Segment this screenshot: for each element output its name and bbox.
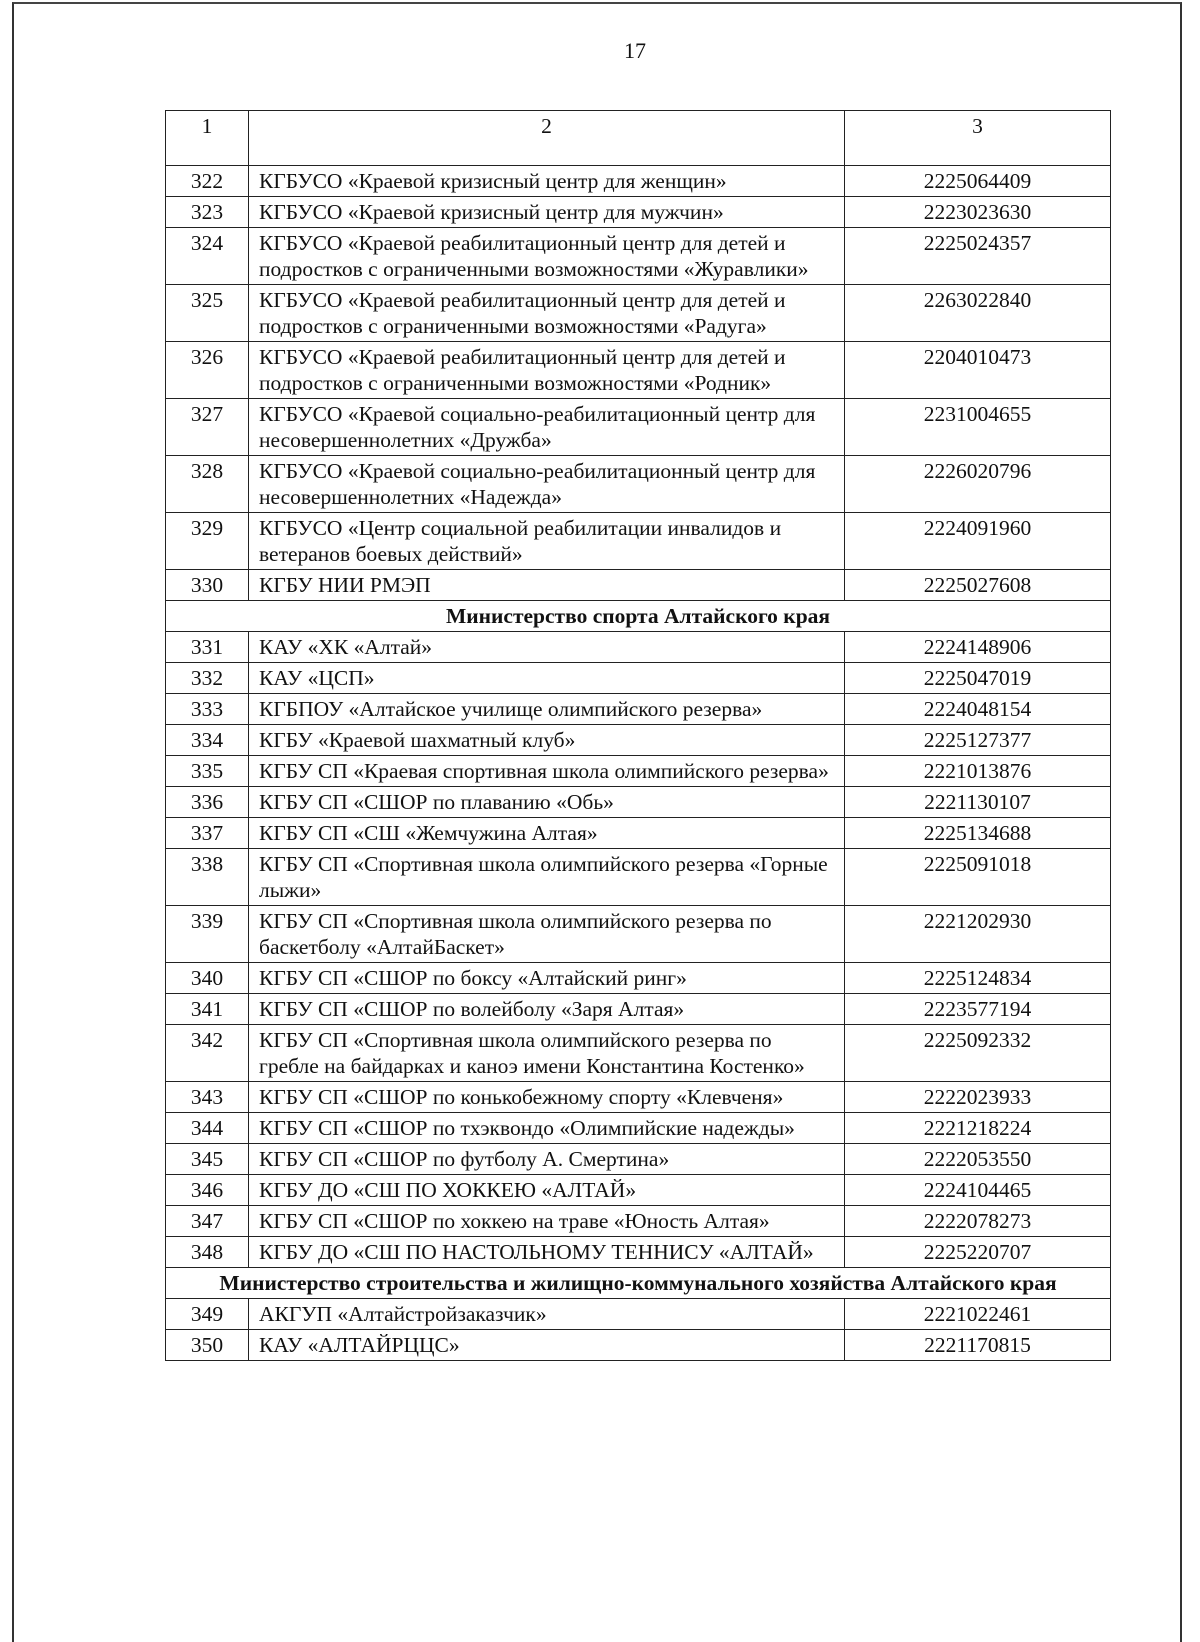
row-number: 339 [166,906,249,963]
table-row [166,663,1111,694]
organization-name: КГБУ ДО «СШ ПО ХОККЕЮ «АЛТАЙ» [249,1175,845,1206]
table-row [166,197,1111,228]
row-number: 347 [166,1206,249,1237]
row-number: 338 [166,849,249,906]
inn-value: 2225134688 [845,818,1111,849]
inn-value: 2221202930 [845,906,1111,963]
inn-value: 2221013876 [845,756,1111,787]
organization-name: КГБУ СП «СШОР по плаванию «Обь» [249,787,845,818]
organization-name: АКГУП «Алтайстройзаказчик» [249,1299,845,1330]
table-row [166,1237,1111,1268]
organization-name: КГБУ ДО «СШ ПО НАСТОЛЬНОМУ ТЕННИСУ «АЛТАЙ» [249,1237,845,1268]
row-number: 349 [166,1299,249,1330]
table-row [166,725,1111,756]
table-row [166,994,1111,1025]
inn-value: 2223577194 [845,994,1111,1025]
section-heading-sport: Министерство спорта Алтайского края [166,601,1111,632]
organization-name: КГБУСО «Краевой социально-реабилитационный центр для несовершеннолетних «Дружба» [249,399,845,456]
organization-name: КАУ «ХК «Алтай» [249,632,845,663]
inn-value: 2221130107 [845,787,1111,818]
row-number: 325 [166,285,249,342]
table-row [166,1299,1111,1330]
section-row [166,1268,1111,1299]
organization-name: КГБУСО «Краевой кризисный центр для женщин» [249,166,845,197]
inn-value: 2263022840 [845,285,1111,342]
header-col-3: 3 [845,111,1111,166]
row-number: 331 [166,632,249,663]
table-row [166,456,1111,513]
row-number: 327 [166,399,249,456]
inn-value: 2225027608 [845,570,1111,601]
row-number: 328 [166,456,249,513]
row-number: 341 [166,994,249,1025]
table-row [166,570,1111,601]
organization-name: КАУ «ЦСП» [249,663,845,694]
table-row [166,1113,1111,1144]
section-heading-construction: Министерство строительства и жилищно-коммунального хозяйства Алтайского края [166,1268,1111,1299]
inn-value: 2222023933 [845,1082,1111,1113]
table-row [166,818,1111,849]
inn-value: 2225024357 [845,228,1111,285]
row-number: 333 [166,694,249,725]
row-number: 332 [166,663,249,694]
inn-value: 2224148906 [845,632,1111,663]
row-number: 340 [166,963,249,994]
row-number: 337 [166,818,249,849]
inn-value: 2204010473 [845,342,1111,399]
organization-name: КГБУ «Краевой шахматный клуб» [249,725,845,756]
organization-name: КГБУ СП «СШОР по волейболу «Заря Алтая» [249,994,845,1025]
table-header-row [166,111,1111,166]
row-number: 335 [166,756,249,787]
header-col-2: 2 [249,111,845,166]
table-row [166,1082,1111,1113]
organization-name: КГБУ СП «СШОР по хоккею на траве «Юность Алтая» [249,1206,845,1237]
row-number: 348 [166,1237,249,1268]
row-number: 329 [166,513,249,570]
row-number: 324 [166,228,249,285]
inn-value: 2222078273 [845,1206,1111,1237]
organization-name: КГБУ СП «Спортивная школа олимпийского резерва по гребле на байдарках и каноэ имени Константина Костенко» [249,1025,845,1082]
row-number: 334 [166,725,249,756]
table-row [166,1144,1111,1175]
table-row [166,166,1111,197]
organization-name: КГБУ СП «СШОР по футболу А. Смертина» [249,1144,845,1175]
inn-value: 2224104465 [845,1175,1111,1206]
organization-name: КГБУСО «Краевой реабилитационный центр для детей и подростков с ограниченными возможностями «Журавлики» [249,228,845,285]
row-number: 323 [166,197,249,228]
inn-value: 2231004655 [845,399,1111,456]
organization-name: КГБУ СП «СШ «Жемчужина Алтая» [249,818,845,849]
organization-name: КГБУ НИИ РМЭП [249,570,845,601]
organization-name: КГБУ СП «Краевая спортивная школа олимпийского резерва» [249,756,845,787]
table-row [166,399,1111,456]
inn-value: 2224091960 [845,513,1111,570]
table-row [166,342,1111,399]
table-row [166,1206,1111,1237]
table-row [166,906,1111,963]
inn-value: 2225220707 [845,1237,1111,1268]
organization-name: КГБУ СП «СШОР по конькобежному спорту «Клевченя» [249,1082,845,1113]
organization-name: КГБУСО «Краевой реабилитационный центр для детей и подростков с ограниченными возможностями «Радуга» [249,285,845,342]
organization-name: КГБУСО «Краевой реабилитационный центр для детей и подростков с ограниченными возможностями «Родник» [249,342,845,399]
inn-value: 2224048154 [845,694,1111,725]
table-row [166,849,1111,906]
inn-value: 2221218224 [845,1113,1111,1144]
inn-value: 2221022461 [845,1299,1111,1330]
organization-name: КГБУСО «Центр социальной реабилитации инвалидов и ветеранов боевых действий» [249,513,845,570]
row-number: 343 [166,1082,249,1113]
row-number: 350 [166,1330,249,1361]
organization-name: КГБУСО «Краевой социально-реабилитационный центр для несовершеннолетних «Надежда» [249,456,845,513]
page-number: 17 [624,38,646,63]
table-row [166,963,1111,994]
table-row [166,632,1111,663]
row-number: 326 [166,342,249,399]
inn-value: 2225124834 [845,963,1111,994]
inn-value: 2223023630 [845,197,1111,228]
organization-name: КГБУСО «Краевой кризисный центр для мужчин» [249,197,845,228]
section-row [166,601,1111,632]
header-col-1: 1 [166,111,249,166]
table-row [166,1330,1111,1361]
inn-value: 2225064409 [845,166,1111,197]
table-row [166,787,1111,818]
organization-name: КГБПОУ «Алтайское училище олимпийского резерва» [249,694,845,725]
organization-name: КГБУ СП «Спортивная школа олимпийского резерва по баскетболу «АлтайБаскет» [249,906,845,963]
row-number: 345 [166,1144,249,1175]
table-row [166,228,1111,285]
organization-name: КГБУ СП «СШОР по тхэквондо «Олимпийские надежды» [249,1113,845,1144]
organization-name: КАУ «АЛТАЙРЦЦС» [249,1330,845,1361]
inn-value: 2225092332 [845,1025,1111,1082]
inn-value: 2225047019 [845,663,1111,694]
table-row [166,513,1111,570]
row-number: 344 [166,1113,249,1144]
inn-value: 2221170815 [845,1330,1111,1361]
organization-name: КГБУ СП «СШОР по боксу «Алтайский ринг» [249,963,845,994]
inn-value: 2225091018 [845,849,1111,906]
row-number: 322 [166,166,249,197]
table-row [166,1175,1111,1206]
organization-name: КГБУ СП «Спортивная школа олимпийского резерва «Горные лыжи» [249,849,845,906]
table-row [166,694,1111,725]
table-row [166,1025,1111,1082]
row-number: 330 [166,570,249,601]
table-row [166,285,1111,342]
inn-value: 2225127377 [845,725,1111,756]
row-number: 336 [166,787,249,818]
row-number: 342 [166,1025,249,1082]
row-number: 346 [166,1175,249,1206]
inn-value: 2226020796 [845,456,1111,513]
table-row [166,756,1111,787]
inn-value: 2222053550 [845,1144,1111,1175]
organizations-table [165,110,1111,1361]
